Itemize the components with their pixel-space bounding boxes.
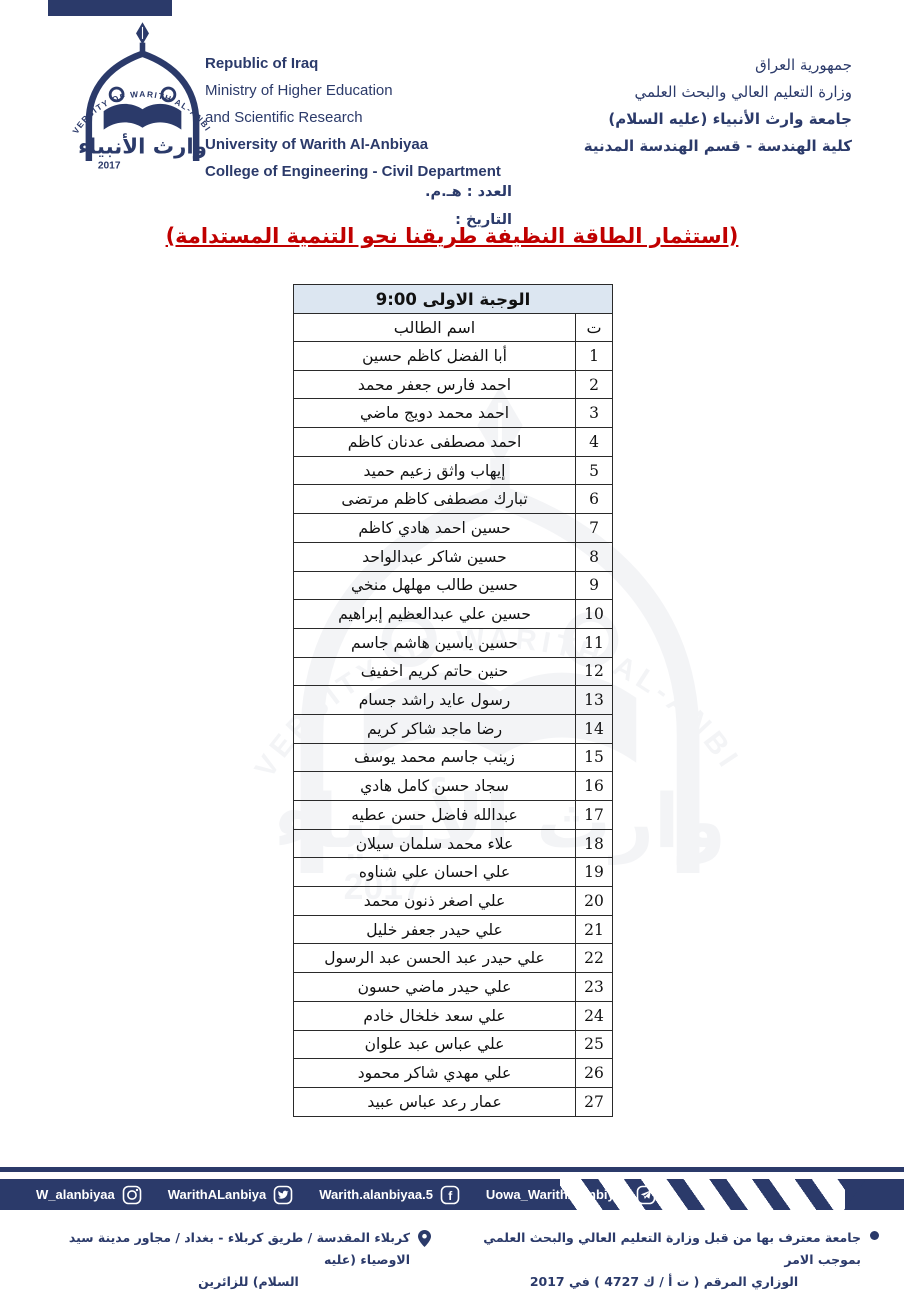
bullet-dot-icon bbox=[869, 1230, 880, 1241]
table-row bbox=[294, 456, 613, 485]
table-row bbox=[294, 571, 613, 600]
facebook-handle: Warith.alanbiyaa.5 bbox=[319, 1187, 433, 1202]
accreditation-line-2: الوزاري المرقم ( ت أ / ك 4727 ) في 2017 bbox=[529, 1274, 799, 1289]
student-number-cell: 9 bbox=[576, 571, 613, 600]
student-name-cell: رضا ماجد شاكر كريم bbox=[294, 714, 576, 743]
student-number-cell: 23 bbox=[576, 973, 613, 1002]
table-row bbox=[294, 342, 613, 371]
table-row bbox=[294, 743, 613, 772]
top-decorative-tab bbox=[48, 0, 172, 16]
student-name-cell: احمد محمد دويج ماضي bbox=[294, 399, 576, 428]
student-rows bbox=[294, 342, 613, 1117]
student-number-cell: 2 bbox=[576, 370, 613, 399]
student-name-cell: حسين علي عبدالعظيم إبراهيم bbox=[294, 600, 576, 629]
table-row bbox=[294, 801, 613, 830]
student-name-cell: علي حيدر ماضي حسون bbox=[294, 973, 576, 1002]
table-row bbox=[294, 399, 613, 428]
student-name-cell: علي احسان علي شناوه bbox=[294, 858, 576, 887]
student-number-cell: 4 bbox=[576, 428, 613, 457]
student-name-cell: حسين طالب مهلهل منخي bbox=[294, 571, 576, 600]
name-column-header: اسم الطالب bbox=[294, 314, 576, 342]
student-name-cell: علي سعد خلخال خادم bbox=[294, 1001, 576, 1030]
letterhead-ministry-ar: وزارة التعليم العالي والبحث العلمي bbox=[634, 83, 852, 101]
student-name-cell: علي حيدر عبد الحسن عبد الرسول bbox=[294, 944, 576, 973]
footer-endcap bbox=[844, 1179, 904, 1210]
student-number-cell: 16 bbox=[576, 772, 613, 801]
student-name-cell: أبا الفضل كاظم حسين bbox=[294, 342, 576, 371]
instagram-handle: W_alanbiyaa bbox=[36, 1187, 115, 1202]
student-name-cell: عمار رعد عباس عبيد bbox=[294, 1087, 576, 1116]
student-number-cell: 13 bbox=[576, 686, 613, 715]
table-row bbox=[294, 1059, 613, 1088]
facebook-icon bbox=[440, 1185, 460, 1205]
student-number-cell: 24 bbox=[576, 1001, 613, 1030]
table-row bbox=[294, 542, 613, 571]
student-number-cell: 14 bbox=[576, 714, 613, 743]
table-row bbox=[294, 915, 613, 944]
student-name-cell: علي مهدي شاكر محمود bbox=[294, 1059, 576, 1088]
address-line-1: كربلاء المقدسة / طريق كربلاء - بغداد / مجاور مدينة سيد الاوصياء (عليه bbox=[68, 1230, 410, 1267]
social-item-facebook bbox=[319, 1185, 460, 1205]
student-number-cell: 1 bbox=[576, 342, 613, 371]
student-number-cell: 3 bbox=[576, 399, 613, 428]
student-number-cell: 22 bbox=[576, 944, 613, 973]
table-row bbox=[294, 628, 613, 657]
social-handles bbox=[36, 1179, 656, 1210]
twitter-icon bbox=[273, 1185, 293, 1205]
student-number-cell: 15 bbox=[576, 743, 613, 772]
student-number-cell: 8 bbox=[576, 542, 613, 571]
student-number-cell: 27 bbox=[576, 1087, 613, 1116]
student-name-cell: إيهاب واثق زعيم حميد bbox=[294, 456, 576, 485]
table-row bbox=[294, 514, 613, 543]
letterhead-arabic bbox=[584, 52, 852, 160]
student-number-cell: 5 bbox=[576, 456, 613, 485]
table-row bbox=[294, 714, 613, 743]
telegram-handle: Uowa_WarithAlanbiyaa bbox=[485, 1187, 630, 1202]
letterhead-college-en: College of Engineering - Civil Department bbox=[205, 163, 501, 180]
student-number-cell: 17 bbox=[576, 801, 613, 830]
student-name-cell: حسين شاكر عبدالواحد bbox=[294, 542, 576, 571]
student-name-cell: حنين حاتم كريم اخفيف bbox=[294, 657, 576, 686]
letterhead-college-ar: كلية الهندسة - قسم الهندسة المدنية bbox=[583, 137, 852, 155]
table-row bbox=[294, 1030, 613, 1059]
table-row bbox=[294, 772, 613, 801]
footer-social-bar bbox=[0, 1179, 904, 1210]
student-name-cell: علاء محمد سلمان سيلان bbox=[294, 829, 576, 858]
student-name-cell: تبارك مصطفى كاظم مرتضى bbox=[294, 485, 576, 514]
table-row bbox=[294, 1001, 613, 1030]
letterhead-university-en: University of Warith Al-Anbiyaa bbox=[205, 136, 429, 153]
accreditation-note bbox=[448, 1227, 880, 1293]
table-row bbox=[294, 973, 613, 1002]
student-number-cell: 12 bbox=[576, 657, 613, 686]
student-roster-table bbox=[293, 284, 613, 1117]
table-row bbox=[294, 858, 613, 887]
session-header-row bbox=[294, 285, 613, 314]
student-name-cell: سجاد حسن كامل هادي bbox=[294, 772, 576, 801]
location-pin-icon bbox=[418, 1230, 431, 1247]
student-name-cell: حسين ياسين هاشم جاسم bbox=[294, 628, 576, 657]
student-name-cell: علي حيدر جعفر خليل bbox=[294, 915, 576, 944]
student-number-cell: 11 bbox=[576, 628, 613, 657]
address-line-2: السلام) للزائرين bbox=[198, 1274, 299, 1289]
letterhead-country-ar: جمهورية العراق bbox=[755, 56, 852, 74]
issue-number-label: العدد : هـ.م. bbox=[425, 184, 512, 200]
student-name-cell: رسول عايد راشد جسام bbox=[294, 686, 576, 715]
student-number-cell: 6 bbox=[576, 485, 613, 514]
document-title: (استثمار الطاقة النظيفة طريقنا نحو التنمية المستدامة) bbox=[165, 224, 739, 248]
student-name-cell: احمد فارس جعفر محمد bbox=[294, 370, 576, 399]
index-column-header: ت bbox=[576, 314, 613, 342]
table-row bbox=[294, 485, 613, 514]
accreditation-line-1: جامعة معترف بها من قبل وزارة التعليم العالي والبحث العلمي بموجب الامر bbox=[483, 1230, 861, 1267]
student-number-cell: 26 bbox=[576, 1059, 613, 1088]
table-row bbox=[294, 944, 613, 973]
letterhead-university-ar: جامعة وارث الأنبياء (عليه السلام) bbox=[608, 110, 852, 128]
student-name-cell: احمد مصطفى عدنان كاظم bbox=[294, 428, 576, 457]
student-number-cell: 21 bbox=[576, 915, 613, 944]
table-row bbox=[294, 657, 613, 686]
student-name-cell: علي اصغر ذنون محمد bbox=[294, 887, 576, 916]
table-row bbox=[294, 428, 613, 457]
letterhead-english bbox=[205, 50, 501, 185]
table-row bbox=[294, 1087, 613, 1116]
social-item-telegram bbox=[486, 1185, 656, 1205]
footer-accent-line bbox=[0, 1167, 904, 1172]
student-name-cell: زينب جاسم محمد يوسف bbox=[294, 743, 576, 772]
column-header-row bbox=[294, 314, 613, 342]
student-number-cell: 20 bbox=[576, 887, 613, 916]
student-name-cell: حسين احمد هادي كاظم bbox=[294, 514, 576, 543]
social-item-twitter bbox=[168, 1185, 293, 1205]
twitter-handle: WarithALanbiya bbox=[167, 1187, 267, 1202]
table-row bbox=[294, 600, 613, 629]
svg-text:f: f bbox=[448, 1188, 453, 1203]
social-item-instagram bbox=[36, 1185, 142, 1205]
table-row bbox=[294, 686, 613, 715]
letterhead-country-en: Republic of Iraq bbox=[205, 55, 319, 72]
table-row bbox=[294, 887, 613, 916]
instagram-icon bbox=[122, 1185, 142, 1205]
student-number-cell: 7 bbox=[576, 514, 613, 543]
student-number-cell: 10 bbox=[576, 600, 613, 629]
letterhead-ministry-en-2: and Scientific Research bbox=[205, 109, 363, 126]
student-number-cell: 19 bbox=[576, 858, 613, 887]
student-number-cell: 25 bbox=[576, 1030, 613, 1059]
letterhead-ministry-en-1: Ministry of Higher Education bbox=[205, 82, 393, 99]
session-header-cell: الوجبة الاولى 9:00 bbox=[294, 285, 613, 314]
student-name-cell: عبدالله فاضل حسن عطيه bbox=[294, 801, 576, 830]
student-name-cell: علي عباس عبد علوان bbox=[294, 1030, 576, 1059]
table-row bbox=[294, 829, 613, 858]
campus-address bbox=[66, 1227, 431, 1293]
issue-date-label: التاريخ : bbox=[455, 212, 512, 228]
table-row bbox=[294, 370, 613, 399]
student-number-cell: 18 bbox=[576, 829, 613, 858]
telegram-icon bbox=[636, 1185, 656, 1205]
